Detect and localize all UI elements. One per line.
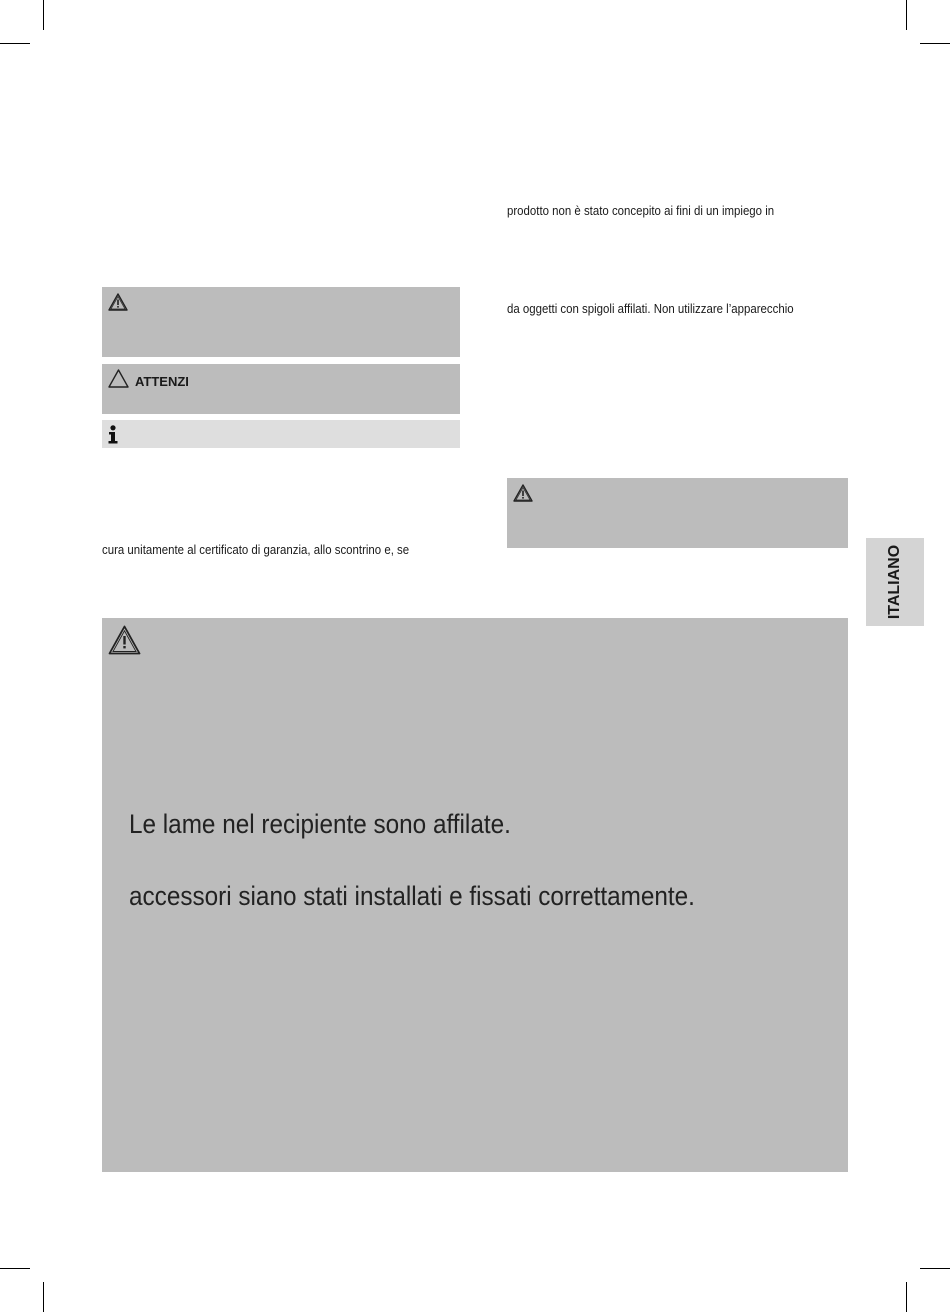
warning-box	[507, 478, 848, 548]
crop-mark	[0, 1268, 30, 1269]
crop-mark	[920, 1268, 950, 1269]
warning-triangle-icon	[108, 625, 141, 655]
crop-mark	[906, 1282, 907, 1312]
caution-triangle-icon	[108, 369, 129, 388]
crop-mark	[43, 1282, 44, 1312]
attention-label: ATTENZI	[135, 374, 189, 389]
paragraph-line: prodotto non è stato concepito ai fini di un impiego in	[507, 203, 775, 218]
crop-mark	[920, 43, 950, 44]
warning-text-line: Le lame nel recipiente sono affilate.	[129, 809, 511, 839]
warning-text-line: accessori siano stati installati e fissati correttamente.	[129, 881, 695, 911]
language-label: ITALIANO	[886, 544, 903, 620]
info-box	[102, 420, 460, 448]
warning-triangle-icon	[108, 293, 128, 311]
paragraph-line: da oggetti con spigoli affilati. Non utilizzare l’apparecchio	[507, 301, 794, 316]
info-icon	[107, 425, 119, 444]
warning-triangle-icon	[513, 484, 533, 502]
attention-box	[102, 364, 460, 414]
crop-mark	[906, 0, 907, 30]
crop-mark	[43, 0, 44, 30]
language-tab	[866, 538, 924, 626]
warning-box	[102, 287, 460, 357]
crop-mark	[0, 43, 30, 44]
large-warning-box	[102, 618, 848, 1172]
paragraph-line: cura unitamente al certificato di garanzia, allo scontrino e, se	[102, 542, 410, 557]
